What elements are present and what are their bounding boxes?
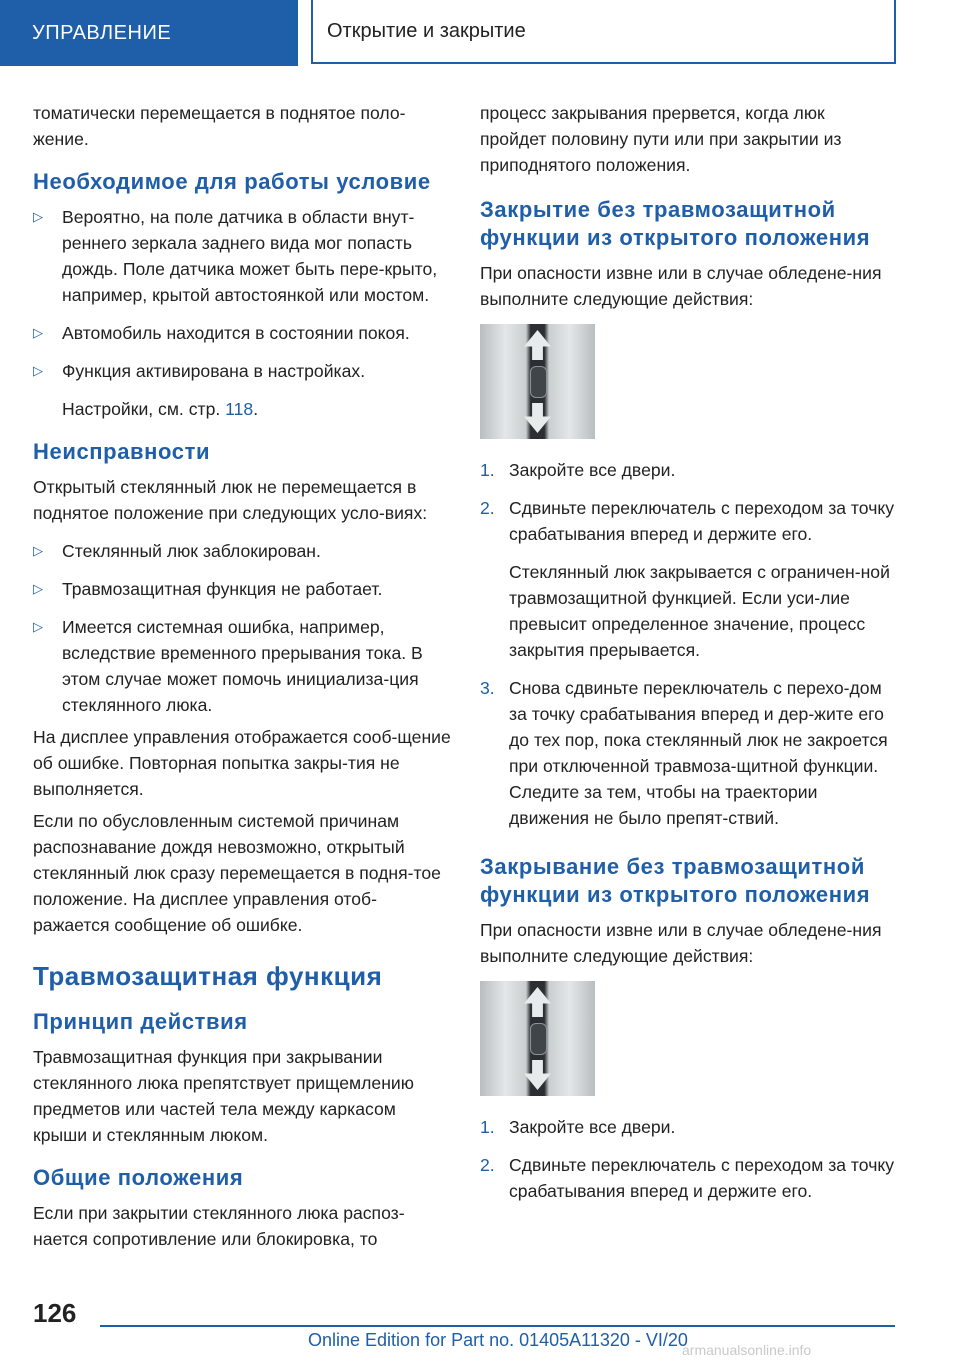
switch-button-icon bbox=[530, 366, 547, 398]
protection-heading: Травмозащитная функция bbox=[33, 961, 383, 991]
topic-title: Открытие и закрытие bbox=[327, 19, 526, 42]
step-number: 2. bbox=[480, 498, 495, 518]
section-title: УПРАВЛЕНИЕ bbox=[32, 21, 172, 44]
list-item bbox=[33, 320, 453, 346]
arrow-down-icon bbox=[524, 1060, 551, 1090]
continuation-paragraph: процесс закрывания прервется, когда люк пройдет половину пути или при закрытии из приподнятого положения. bbox=[480, 103, 842, 175]
principle-heading: Принцип действия bbox=[33, 1009, 248, 1034]
step-text: Закройте все двери. bbox=[509, 1117, 676, 1137]
arrow-up-icon bbox=[524, 330, 551, 360]
triangle-bullet-icon: ▷ bbox=[33, 209, 43, 224]
rain-paragraph: Если по обусловленным системой причинам распознавание дождя невозможно, открытый стеклянный люк сразу перемещается в подня-тое положение. На дисплее управления отоб-ражается сообщение об ошибке. bbox=[33, 811, 441, 935]
edition-text: Online Edition for Part no. 01405A11320 - VI/20 bbox=[308, 1330, 688, 1350]
intro-paragraph: томатически перемещается в поднятое поло-жение. bbox=[33, 103, 406, 149]
list-item-text: Имеется системная ошибка, например, вследствие временного прерывания тока. В этом случае может помочь инициализа-ция стеклянного люка. bbox=[62, 617, 423, 715]
settings-reference bbox=[33, 396, 453, 422]
step-text: Закройте все двери. bbox=[509, 460, 676, 480]
danger-paragraph-2: При опасности извне или в случае обледене-ния выполните следующие действия: bbox=[480, 920, 882, 966]
list-item-text: Травмозащитная функция не работает. bbox=[62, 579, 383, 599]
right-column bbox=[480, 100, 895, 1216]
settings-reference-end: . bbox=[253, 399, 259, 419]
list-item-text: Автомобиль находится в состоянии покоя. bbox=[62, 323, 410, 343]
topic-tab bbox=[311, 0, 896, 64]
triangle-bullet-icon: ▷ bbox=[33, 363, 43, 378]
switch-button-icon bbox=[530, 1023, 547, 1055]
arrow-down-icon bbox=[524, 403, 551, 433]
step-text: Сдвиньте переключатель с переходом за точку срабатывания вперед и держите его. bbox=[509, 1155, 895, 1201]
close-heading-1: Закрытие без травмозащитной функции из открытого положения bbox=[480, 197, 871, 250]
general-heading: Общие положения bbox=[33, 1165, 244, 1190]
close-heading-2: Закрывание без травмозащитной функции из открытого положения bbox=[480, 854, 871, 907]
general-paragraph: Если при закрытии стеклянного люка распоз-нается сопротивление или блокировка, то bbox=[33, 1203, 405, 1249]
list-item bbox=[33, 576, 453, 602]
list-item-text: Вероятно, на поле датчика в области внут-реннего зеркала заднего вида мог попасть дождь. Поле датчика может быть пере-крыто, например, крытой автостоянкой или мостом. bbox=[62, 207, 438, 305]
danger-paragraph-1: При опасности извне или в случае обледене-ния выполните следующие действия: bbox=[480, 263, 882, 309]
faults-paragraph: Открытый стеклянный люк не перемещается в поднятое положение при следующих усло-виях: bbox=[33, 477, 428, 523]
step-note: Стеклянный люк закрывается с ограничен-ной травмозащитной функцией. Если уси-лие превысит определенное значение, процесс закрытия прерывается. bbox=[509, 562, 890, 660]
list-item bbox=[33, 204, 453, 308]
step-item bbox=[480, 457, 895, 483]
triangle-bullet-icon: ▷ bbox=[33, 543, 43, 558]
step-item bbox=[480, 495, 895, 547]
watermark: armanualsonline.info bbox=[682, 1342, 812, 1358]
step-item bbox=[480, 675, 895, 831]
page-link[interactable]: 118 bbox=[225, 399, 254, 419]
triangle-bullet-icon: ▷ bbox=[33, 619, 43, 634]
list-item bbox=[33, 614, 453, 718]
settings-reference-text: Настройки, см. стр. bbox=[62, 399, 226, 419]
roof-switch-image bbox=[480, 324, 595, 439]
arrow-up-icon bbox=[524, 987, 551, 1017]
list-item bbox=[33, 358, 453, 384]
footer-divider bbox=[100, 1325, 895, 1327]
left-column bbox=[33, 100, 453, 1264]
page-number: 126 bbox=[33, 1298, 77, 1328]
triangle-bullet-icon: ▷ bbox=[33, 581, 43, 596]
list-item-text: Стеклянный люк заблокирован. bbox=[62, 541, 321, 561]
section-tab bbox=[0, 0, 298, 66]
faults-heading: Неисправности bbox=[33, 439, 211, 464]
step-number: 1. bbox=[480, 1117, 495, 1137]
conditions-heading: Необходимое для работы условие bbox=[33, 169, 431, 194]
step-number: 2. bbox=[480, 1155, 495, 1175]
step-item bbox=[480, 1152, 895, 1204]
principle-paragraph: Травмозащитная функция при закрывании стеклянного люка препятствует прищемлению предметов или частей тела между каркасом крыши и стеклянным люком. bbox=[33, 1047, 414, 1145]
list-item bbox=[33, 538, 453, 564]
step-number: 3. bbox=[480, 678, 495, 698]
list-item-text: Функция активирована в настройках. bbox=[62, 361, 366, 381]
step-item bbox=[480, 1114, 895, 1140]
display-paragraph: На дисплее управления отображается сооб-щение об ошибке. Повторная попытка закры-тия не выполняется. bbox=[33, 727, 451, 799]
triangle-bullet-icon: ▷ bbox=[33, 325, 43, 340]
roof-switch-image bbox=[480, 981, 595, 1096]
step-text: Сдвиньте переключатель с переходом за точку срабатывания вперед и держите его. bbox=[509, 498, 895, 544]
step-number: 1. bbox=[480, 460, 495, 480]
step-text: Снова сдвиньте переключатель с перехо-дом за точку срабатывания вперед и дер-жите его до тех пор, пока стеклянный люк не закроется при отключенной травмоза-щитной функции. Следите за тем, чтобы на траектории движения не было препят-ствий. bbox=[509, 678, 888, 828]
